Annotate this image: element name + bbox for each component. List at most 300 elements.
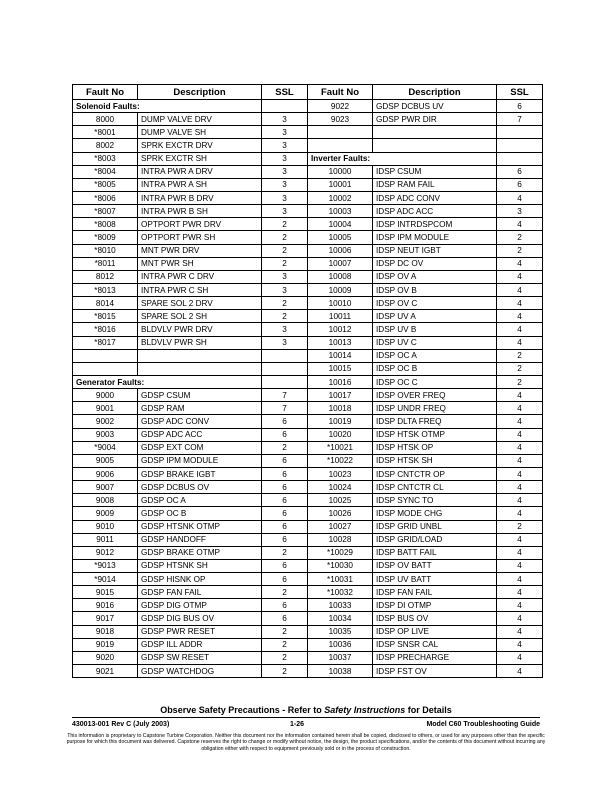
description-cell: IDSP UNDR FREQ <box>373 402 497 415</box>
ssl-cell: 6 <box>262 573 308 586</box>
description-cell: GDSP RAM <box>138 402 262 415</box>
fault-no-cell: *8011 <box>73 257 138 270</box>
description-cell: GDSP CSUM <box>138 389 262 402</box>
fault-no-cell: 10002 <box>308 191 373 204</box>
description-cell: IDSP OV B <box>373 283 497 296</box>
description-cell: IDSP DLTA FREQ <box>373 415 497 428</box>
fault-no-cell: *8001 <box>73 126 138 139</box>
fault-no-cell: 10009 <box>308 283 373 296</box>
description-cell: OPTPORT PWR DRV <box>138 218 262 231</box>
ssl-cell: 3 <box>497 205 543 218</box>
fault-no-cell <box>73 362 138 375</box>
fault-no-cell: 10035 <box>308 625 373 638</box>
fault-no-cell: 10020 <box>308 428 373 441</box>
section-heading: Inverter Faults: <box>308 152 497 165</box>
description-cell: GDSP DIG BUS OV <box>138 612 262 625</box>
ssl-cell: 6 <box>262 599 308 612</box>
fault-no-cell: 10013 <box>308 336 373 349</box>
table-row <box>73 599 543 612</box>
section-heading: Solenoid Faults: <box>73 100 262 113</box>
ssl-cell <box>262 100 308 113</box>
description-cell: IDSP OP LIVE <box>373 625 497 638</box>
table-row <box>73 100 543 113</box>
table-row <box>73 586 543 599</box>
fault-no-cell: 10026 <box>308 507 373 520</box>
description-cell: INTRA PWR B DRV <box>138 191 262 204</box>
description-cell: MNT PWR DRV <box>138 244 262 257</box>
table-row <box>73 467 543 480</box>
description-cell: IDSP GRID UNBL <box>373 520 497 533</box>
fault-no-cell: 10025 <box>308 494 373 507</box>
section-heading: Generator Faults: <box>73 375 262 388</box>
table-row <box>73 533 543 546</box>
fault-no-cell: 10001 <box>308 178 373 191</box>
fault-no-cell: 10024 <box>308 481 373 494</box>
ssl-cell: 4 <box>497 310 543 323</box>
fault-no-cell: 10038 <box>308 665 373 678</box>
fault-no-cell: 10027 <box>308 520 373 533</box>
description-cell: INTRA PWR C SH <box>138 283 262 296</box>
fault-no-cell: 10012 <box>308 323 373 336</box>
fault-no-cell: *8017 <box>73 336 138 349</box>
ssl-cell: 3 <box>262 139 308 152</box>
table-row <box>73 625 543 638</box>
fault-no-cell: 10034 <box>308 612 373 625</box>
description-cell: IDSP RAM FAIL <box>373 178 497 191</box>
ssl-cell: 4 <box>497 191 543 204</box>
notice-text-end: for Details <box>405 705 452 715</box>
fault-no-cell: 9008 <box>73 494 138 507</box>
table-row <box>73 638 543 651</box>
fault-no-cell: 10023 <box>308 467 373 480</box>
description-cell: GDSP DCBUS OV <box>138 481 262 494</box>
table-header-row <box>73 85 543 100</box>
description-cell: INTRA PWR C DRV <box>138 270 262 283</box>
header-fault-no: Fault No <box>73 85 138 100</box>
fault-no-cell: 10003 <box>308 205 373 218</box>
fault-no-cell: 10016 <box>308 375 373 388</box>
description-cell: GDSP HTSNK SH <box>138 559 262 572</box>
description-cell: IDSP IPM MODULE <box>373 231 497 244</box>
table-row <box>73 205 543 218</box>
description-cell: IDSP CSUM <box>373 165 497 178</box>
fault-no-cell: 10014 <box>308 349 373 362</box>
ssl-cell: 4 <box>497 494 543 507</box>
description-cell: IDSP GRID/LOAD <box>373 533 497 546</box>
description-cell: IDSP FAN FAIL <box>373 586 497 599</box>
ssl-cell: 2 <box>497 349 543 362</box>
ssl-cell: 4 <box>497 283 543 296</box>
description-cell: OPTPORT PWR SH <box>138 231 262 244</box>
fault-no-cell: *10032 <box>308 586 373 599</box>
ssl-cell: 6 <box>497 178 543 191</box>
ssl-cell: 2 <box>262 231 308 244</box>
description-cell: IDSP BATT FAIL <box>373 546 497 559</box>
description-cell: SPARE SOL 2 SH <box>138 310 262 323</box>
fault-no-cell: *10021 <box>308 441 373 454</box>
description-cell: GDSP OC B <box>138 507 262 520</box>
ssl-cell: 2 <box>497 231 543 244</box>
description-cell: IDSP PRECHARGE <box>373 651 497 664</box>
table-row <box>73 441 543 454</box>
description-cell: IDSP ADC ACC <box>373 205 497 218</box>
ssl-cell: 4 <box>497 651 543 664</box>
ssl-cell: 2 <box>262 310 308 323</box>
description-cell: IDSP SYNC TO <box>373 494 497 507</box>
table-row <box>73 481 543 494</box>
fault-no-cell: 9007 <box>73 481 138 494</box>
ssl-cell: 4 <box>497 428 543 441</box>
description-cell: IDSP UV BATT <box>373 573 497 586</box>
fault-no-cell: 9011 <box>73 533 138 546</box>
table-row <box>73 494 543 507</box>
table-row <box>73 402 543 415</box>
description-cell: GDSP DIG OTMP <box>138 599 262 612</box>
table-row <box>73 349 543 362</box>
description-cell: GDSP SW RESET <box>138 651 262 664</box>
table-row <box>73 126 543 139</box>
document-title: Model C60 Troubleshooting Guide <box>426 721 540 728</box>
description-cell: IDSP UV B <box>373 323 497 336</box>
table-row <box>73 165 543 178</box>
table-row <box>73 520 543 533</box>
ssl-cell: 4 <box>497 559 543 572</box>
description-cell: GDSP PWR DIR <box>373 113 497 126</box>
fault-no-cell: 9019 <box>73 638 138 651</box>
description-cell: IDSP UV A <box>373 310 497 323</box>
description-cell: IDSP MODE CHG <box>373 507 497 520</box>
ssl-cell: 4 <box>497 336 543 349</box>
fault-no-cell: *10031 <box>308 573 373 586</box>
description-cell: MNT PWR SH <box>138 257 262 270</box>
ssl-cell: 3 <box>262 113 308 126</box>
ssl-cell: 2 <box>262 665 308 678</box>
ssl-cell: 4 <box>497 389 543 402</box>
description-cell: IDSP HTSK SH <box>373 454 497 467</box>
description-cell: GDSP IPM MODULE <box>138 454 262 467</box>
fault-no-cell: 10006 <box>308 244 373 257</box>
fault-no-cell: 10017 <box>308 389 373 402</box>
description-cell <box>373 126 497 139</box>
document-revision: 430013-001 Rev C (July 2003) <box>72 721 170 728</box>
ssl-cell: 2 <box>262 651 308 664</box>
fault-no-cell: *10029 <box>308 546 373 559</box>
header-description: Description <box>373 85 497 100</box>
description-cell: IDSP SNSR CAL <box>373 638 497 651</box>
description-cell: IDSP CNTCTR OP <box>373 467 497 480</box>
ssl-cell: 2 <box>262 297 308 310</box>
ssl-cell <box>497 152 543 165</box>
table-row <box>73 152 543 165</box>
fault-no-cell: 10004 <box>308 218 373 231</box>
ssl-cell: 6 <box>497 100 543 113</box>
page-number: 1-26 <box>290 721 305 728</box>
description-cell: IDSP OV BATT <box>373 559 497 572</box>
description-cell: IDSP HTSK OTMP <box>373 428 497 441</box>
ssl-cell: 2 <box>497 375 543 388</box>
fault-no-cell: 8000 <box>73 113 138 126</box>
fault-no-cell: 10007 <box>308 257 373 270</box>
ssl-cell: 6 <box>262 467 308 480</box>
ssl-cell <box>497 139 543 152</box>
ssl-cell: 6 <box>262 520 308 533</box>
fault-no-cell: *10022 <box>308 454 373 467</box>
ssl-cell: 2 <box>262 441 308 454</box>
description-cell: GDSP PWR RESET <box>138 625 262 638</box>
table-row <box>73 323 543 336</box>
ssl-cell: 6 <box>262 415 308 428</box>
ssl-cell: 7 <box>262 389 308 402</box>
ssl-cell: 3 <box>262 126 308 139</box>
description-cell: GDSP ADC ACC <box>138 428 262 441</box>
ssl-cell: 7 <box>262 402 308 415</box>
fault-no-cell: *8007 <box>73 205 138 218</box>
ssl-cell: 4 <box>497 599 543 612</box>
description-cell: INTRA PWR B SH <box>138 205 262 218</box>
fault-no-cell: 10000 <box>308 165 373 178</box>
fault-no-cell: *8003 <box>73 152 138 165</box>
table-row <box>73 651 543 664</box>
fault-no-cell: 9002 <box>73 415 138 428</box>
fault-no-cell: 9001 <box>73 402 138 415</box>
ssl-cell: 6 <box>262 494 308 507</box>
fault-no-cell: *8005 <box>73 178 138 191</box>
ssl-cell: 4 <box>497 665 543 678</box>
description-cell: IDSP OV C <box>373 297 497 310</box>
description-cell: SPARE SOL 2 DRV <box>138 297 262 310</box>
ssl-cell: 6 <box>262 481 308 494</box>
ssl-cell: 3 <box>262 283 308 296</box>
ssl-cell: 2 <box>262 218 308 231</box>
ssl-cell: 2 <box>262 257 308 270</box>
description-cell: INTRA PWR A DRV <box>138 165 262 178</box>
description-cell: GDSP EXT COM <box>138 441 262 454</box>
ssl-cell: 4 <box>497 270 543 283</box>
ssl-cell: 4 <box>497 573 543 586</box>
fault-no-cell: 9003 <box>73 428 138 441</box>
description-cell: BLDVLV PWR DRV <box>138 323 262 336</box>
description-cell: IDSP OV A <box>373 270 497 283</box>
ssl-cell: 7 <box>497 113 543 126</box>
table-row <box>73 113 543 126</box>
fault-no-cell <box>308 139 373 152</box>
ssl-cell: 4 <box>497 454 543 467</box>
fault-no-cell: 9015 <box>73 586 138 599</box>
description-cell: IDSP NEUT IGBT <box>373 244 497 257</box>
notice-emphasis: Safety Instructions <box>324 705 406 715</box>
fault-no-cell: 10028 <box>308 533 373 546</box>
description-cell: GDSP HANDOFF <box>138 533 262 546</box>
description-cell: GDSP ADC CONV <box>138 415 262 428</box>
ssl-cell: 4 <box>497 297 543 310</box>
table-row <box>73 415 543 428</box>
ssl-cell: 4 <box>497 586 543 599</box>
ssl-cell: 4 <box>497 402 543 415</box>
ssl-cell: 2 <box>497 244 543 257</box>
table-row <box>73 231 543 244</box>
fault-no-cell: 9021 <box>73 665 138 678</box>
ssl-cell: 3 <box>262 178 308 191</box>
ssl-cell <box>262 362 308 375</box>
ssl-cell: 6 <box>497 165 543 178</box>
ssl-cell: 4 <box>497 415 543 428</box>
fault-no-cell: 8014 <box>73 297 138 310</box>
fault-no-cell: 10033 <box>308 599 373 612</box>
description-cell: IDSP BUS OV <box>373 612 497 625</box>
safety-notice <box>72 705 540 715</box>
fault-no-cell: 9005 <box>73 454 138 467</box>
ssl-cell: 4 <box>497 467 543 480</box>
header-ssl: SSL <box>497 85 543 100</box>
table-row <box>73 389 543 402</box>
table-row <box>73 139 543 152</box>
fault-no-cell <box>73 349 138 362</box>
ssl-cell: 4 <box>497 257 543 270</box>
table-row <box>73 191 543 204</box>
fault-no-cell: 9022 <box>308 100 373 113</box>
fault-no-cell: 8012 <box>73 270 138 283</box>
ssl-cell: 6 <box>262 559 308 572</box>
ssl-cell: 3 <box>262 165 308 178</box>
fault-no-cell: *8009 <box>73 231 138 244</box>
description-cell <box>138 362 262 375</box>
ssl-cell: 2 <box>497 520 543 533</box>
ssl-cell: 4 <box>497 481 543 494</box>
table-row <box>73 297 543 310</box>
fault-no-cell: 10015 <box>308 362 373 375</box>
legal-disclaimer: This information is proprietary to Capstone Turbine Corporation. Neither this document nor the information contained herein shall be copied, disclosed to others, or used for any purposes other than the specific purpose for which this document was delivered. Capstone reserves the right to change or modify without notice, the design, the product specifications, and/or the contents of this document without incurring any obligation either with respect to equipment previously sold or in the process of construction. <box>66 733 546 752</box>
fault-no-cell: 9023 <box>308 113 373 126</box>
ssl-cell: 4 <box>497 612 543 625</box>
ssl-cell: 4 <box>497 218 543 231</box>
fault-no-cell: *9004 <box>73 441 138 454</box>
header-fault-no: Fault No <box>308 85 373 100</box>
fault-no-cell: *8006 <box>73 191 138 204</box>
description-cell: IDSP CNTCTR CL <box>373 481 497 494</box>
fault-no-cell: *9014 <box>73 573 138 586</box>
fault-code-table <box>72 84 543 678</box>
table-row <box>73 665 543 678</box>
fault-no-cell: *8013 <box>73 283 138 296</box>
ssl-cell: 3 <box>262 205 308 218</box>
ssl-cell: 2 <box>262 546 308 559</box>
description-cell: GDSP BRAKE OTMP <box>138 546 262 559</box>
description-cell: GDSP WATCHDOG <box>138 665 262 678</box>
table-row <box>73 559 543 572</box>
description-cell: IDSP HTSK OP <box>373 441 497 454</box>
fault-no-cell: 9010 <box>73 520 138 533</box>
fault-no-cell: 9017 <box>73 612 138 625</box>
description-cell <box>373 139 497 152</box>
table-row <box>73 428 543 441</box>
ssl-cell: 6 <box>262 428 308 441</box>
ssl-cell: 3 <box>262 191 308 204</box>
ssl-cell <box>497 126 543 139</box>
ssl-cell: 3 <box>262 270 308 283</box>
description-cell: BLDVLV PWR SH <box>138 336 262 349</box>
table-row <box>73 310 543 323</box>
description-cell: IDSP UV C <box>373 336 497 349</box>
description-cell: IDSP DI OTMP <box>373 599 497 612</box>
ssl-cell: 4 <box>497 441 543 454</box>
fault-no-cell: 9020 <box>73 651 138 664</box>
description-cell: IDSP ADC CONV <box>373 191 497 204</box>
ssl-cell: 6 <box>262 454 308 467</box>
table-row <box>73 362 543 375</box>
ssl-cell: 3 <box>262 336 308 349</box>
fault-no-cell: 9018 <box>73 625 138 638</box>
description-cell: IDSP OC C <box>373 375 497 388</box>
description-cell: GDSP ILL ADDR <box>138 638 262 651</box>
ssl-cell: 4 <box>497 323 543 336</box>
description-cell: SPRK EXCTR SH <box>138 152 262 165</box>
description-cell: DUMP VALVE DRV <box>138 113 262 126</box>
header-description: Description <box>138 85 262 100</box>
table-row <box>73 270 543 283</box>
fault-no-cell: 9009 <box>73 507 138 520</box>
ssl-cell <box>262 375 308 388</box>
fault-no-cell: 8002 <box>73 139 138 152</box>
description-cell: IDSP INTRDSPCOM <box>373 218 497 231</box>
fault-no-cell: 10005 <box>308 231 373 244</box>
table-row <box>73 283 543 296</box>
description-cell: IDSP FST OV <box>373 665 497 678</box>
ssl-cell: 2 <box>262 586 308 599</box>
description-cell: IDSP OC A <box>373 349 497 362</box>
table-row <box>73 546 543 559</box>
table-row <box>73 336 543 349</box>
fault-no-cell <box>308 126 373 139</box>
fault-no-cell: 10010 <box>308 297 373 310</box>
ssl-cell: 6 <box>262 507 308 520</box>
fault-no-cell: *9013 <box>73 559 138 572</box>
ssl-cell <box>262 349 308 362</box>
fault-no-cell: 10011 <box>308 310 373 323</box>
fault-no-cell: 10019 <box>308 415 373 428</box>
description-cell: GDSP FAN FAIL <box>138 586 262 599</box>
fault-no-cell: 10037 <box>308 651 373 664</box>
description-cell: GDSP DCBUS UV <box>373 100 497 113</box>
ssl-cell: 3 <box>262 152 308 165</box>
table-row <box>73 244 543 257</box>
description-cell: GDSP OC A <box>138 494 262 507</box>
ssl-cell: 4 <box>497 638 543 651</box>
notice-text: Observe Safety Precautions - Refer to <box>160 705 325 715</box>
description-cell: DUMP VALVE SH <box>138 126 262 139</box>
table-row <box>73 178 543 191</box>
ssl-cell: 2 <box>262 625 308 638</box>
ssl-cell: 6 <box>262 533 308 546</box>
table-row <box>73 375 543 388</box>
table-row <box>73 218 543 231</box>
table-row <box>73 507 543 520</box>
fault-no-cell: *10030 <box>308 559 373 572</box>
fault-no-cell: *8010 <box>73 244 138 257</box>
fault-no-cell: 10008 <box>308 270 373 283</box>
description-cell: IDSP OVER FREQ <box>373 389 497 402</box>
ssl-cell: 4 <box>497 533 543 546</box>
table-row <box>73 612 543 625</box>
header-ssl: SSL <box>262 85 308 100</box>
ssl-cell: 4 <box>497 625 543 638</box>
footer-divider <box>72 717 540 718</box>
ssl-cell: 4 <box>497 546 543 559</box>
ssl-cell: 3 <box>262 323 308 336</box>
fault-no-cell: 9006 <box>73 467 138 480</box>
ssl-cell: 4 <box>497 507 543 520</box>
fault-no-cell: 9016 <box>73 599 138 612</box>
description-cell: GDSP HISNK OP <box>138 573 262 586</box>
